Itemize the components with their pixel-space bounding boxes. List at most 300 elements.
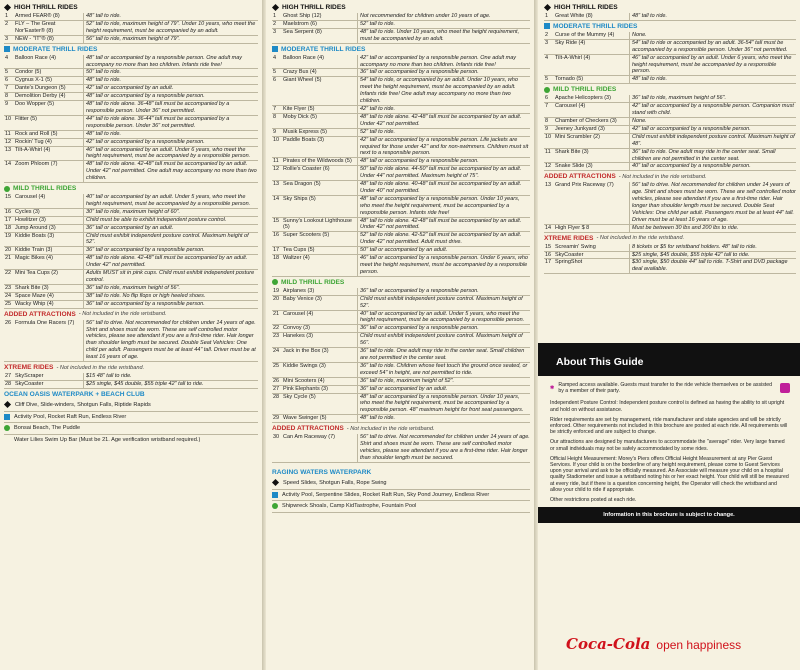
- square-icon: [272, 46, 278, 52]
- ride-row: [4, 320, 258, 362]
- ride-number: 5: [273, 69, 277, 76]
- ride-name: Dante's Dungeon (5): [15, 85, 66, 92]
- ride-row: [544, 134, 796, 149]
- ride-row: [4, 139, 258, 147]
- section-title: HIGH THRILL RIDES: [282, 4, 346, 11]
- ride-name: Magic Bikes (4): [15, 255, 53, 262]
- ride-requirement: 36" tall to ride, maximum height of 56".: [629, 95, 796, 102]
- ride-requirement: Adults MUST sit in pink cups. Child must exhibit independent posture control.: [83, 270, 258, 284]
- ride-name: Kiddie Boats (3): [15, 232, 55, 239]
- section-header-xtreme: [544, 235, 796, 242]
- ride-name: Mini Scrambler (2): [555, 133, 600, 140]
- ride-requirement: Must be between 30 lbs and 200 lbs to ride.: [629, 225, 796, 232]
- ride-requirement: 48" tall to ride alone. 42-48" tall must be accompanied by an adult. Under 42" not permitted.: [357, 114, 530, 128]
- ride-name: Giant Wheel (5): [283, 77, 322, 84]
- waterpark-attractions: Shipwreck Shoals, Camp KidTastrophe, Fountain Pool: [282, 503, 417, 510]
- posture-paragraph: Independent Posture Control: Independent posture control is defined as having the ability to sit upright and hold on without assistance.: [550, 400, 785, 413]
- ride-number: 7: [273, 105, 277, 112]
- ride-name: SpringShot: [555, 259, 583, 266]
- ride-requirement: 36" tall or accompanied by an adult.: [83, 225, 258, 232]
- waterpark-row: [4, 400, 258, 412]
- ride-row: [4, 131, 258, 139]
- ride-number: 13: [273, 181, 280, 188]
- ride-row: [544, 252, 796, 260]
- ride-row: [544, 40, 796, 55]
- ocean-note: [4, 435, 258, 446]
- ride-row: [272, 158, 530, 166]
- ride-requirement: 48" tall to ride.: [629, 13, 796, 20]
- ride-name: Pirates of the Wildwoods (5): [283, 158, 352, 165]
- ride-row: [272, 348, 530, 363]
- ride-requirement: 48" tall or accompanied by a responsible person. One adult may accompany no more than two children. Infants ride free!: [83, 55, 258, 69]
- ride-name: Tilt-A-Whirl (4): [15, 146, 51, 153]
- ride-list: [544, 13, 796, 21]
- ride-number: 9: [273, 128, 277, 135]
- ride-number: 17: [545, 259, 552, 266]
- ride-number: 1: [5, 13, 9, 19]
- ride-requirement: 8 tickets or $5 for wristband holders. 48" tall to ride.: [629, 244, 796, 251]
- ride-requirement: 48" tall or accompanied by a responsible person. Under 10 years, who meet the height requirement, must be accompanied by a responsible person. 48" maximum height for front seat passengers.: [357, 394, 530, 415]
- ride-name: Super Scooters (5): [283, 232, 330, 239]
- ride-requirement: 48" tall to ride alone. 40-48" tall must be accompanied by an adult. Under 40" not permitted.: [357, 181, 530, 195]
- ride-number: 10: [5, 115, 12, 122]
- ride-row: [4, 225, 258, 233]
- ride-row: [4, 381, 258, 389]
- ride-row: [4, 209, 258, 217]
- ride-name: Shark Bite (3): [15, 284, 49, 291]
- ride-name: Crazy Bus (4): [283, 69, 317, 76]
- ride-requirement: 48" tall or accompanied by a responsible person.: [83, 93, 258, 100]
- diamond-icon: [4, 4, 11, 11]
- section-header-added: [544, 173, 796, 180]
- section-note: - Not included in the ride wristband.: [346, 425, 435, 432]
- ride-row: [4, 301, 258, 309]
- average-rider-paragraph: Our attractions are designed by manufacturers to accommodate the "average" rider. Very large framed or small individuals may not be safely accommodated by some rides.: [550, 439, 785, 452]
- coke-tagline: open happiness: [656, 638, 742, 652]
- ride-requirement: 50" tall or accompanied by an adult.: [357, 247, 530, 254]
- ride-number: 4: [273, 54, 277, 61]
- ride-row: [272, 166, 530, 181]
- ride-number: 28: [5, 380, 12, 387]
- ride-name: Rockin' Tug (4): [15, 138, 52, 145]
- ride-number: 21: [5, 255, 12, 262]
- square-icon: [272, 492, 278, 498]
- ride-requirement: 56" tall to ride, maximum height of 79".: [83, 36, 258, 43]
- section-title: MILD THRILL RIDES: [553, 86, 617, 94]
- ride-requirement: 42" tall or accompanied by a responsible person.: [629, 126, 796, 133]
- ride-row: [544, 225, 796, 233]
- ride-number: 7: [5, 85, 9, 92]
- ride-row: [272, 114, 530, 129]
- ride-name: Mini Scooters (4): [283, 377, 325, 384]
- ride-name: Demolition Derby (4): [15, 93, 66, 100]
- ride-requirement: 56" tall to drive. Not recommended for children under 14 years of age. Shirt and shoes must be worn. These are self controlled motor vehicles, please see attendant if you are a first-time rider. Hair longer than shoulder length must be secured.: [357, 434, 530, 462]
- ride-number: 10: [273, 136, 280, 143]
- diamond-icon: [272, 4, 279, 11]
- ride-row: [4, 293, 258, 301]
- ride-requirement: 48" tall or accompanied by a responsible person. Under 10 years, who meet the height requirement, must be accompanied by a responsible person. Infants ride free!: [357, 196, 530, 217]
- section-title: HIGH THRILL RIDES: [554, 4, 618, 11]
- section-title: XTREME RIDES: [4, 364, 54, 372]
- diamond-icon: [4, 401, 11, 408]
- ride-requirement: Child must exhibit independent posture control. Maximum height of 48".: [629, 134, 796, 148]
- ride-row: [272, 311, 530, 326]
- ride-row: [272, 21, 530, 29]
- ride-number: 18: [273, 255, 280, 262]
- ride-requirement: 52" tall to ride, maximum height of 79". Under 10 years, who meet the height requirement, must be accompanied by an adult.: [83, 21, 258, 35]
- ride-row: [4, 255, 258, 270]
- section-title: MODERATE THRILL RIDES: [13, 45, 98, 53]
- ride-requirement: 48" tall to ride alone. 36-48" tall must be accompanied by a responsible person. Under 36" not permitted.: [83, 101, 258, 115]
- ride-list: [544, 32, 796, 84]
- ride-name: Wave Swinger (5): [283, 415, 327, 422]
- ride-requirement: 48" tall to ride. Under 10 years, who meet the height requirement, must be accompanied by an adult.: [357, 29, 530, 43]
- ride-row: [272, 232, 530, 247]
- ride-row: [544, 32, 796, 40]
- ride-number: 1: [273, 13, 277, 19]
- ride-number: 16: [545, 251, 552, 258]
- ride-number: 14: [545, 224, 552, 231]
- ride-row: [4, 285, 258, 293]
- waterpark-row: [272, 490, 530, 502]
- ride-name: Tea Cups (5): [283, 247, 315, 254]
- ride-row: [544, 244, 796, 252]
- ride-number: 9: [5, 101, 9, 108]
- section-title: XTREME RIDES: [544, 234, 594, 242]
- ride-requirement: 36" tall or accompanied by a responsible person.: [357, 325, 530, 332]
- ride-list: [272, 288, 530, 423]
- ride-list: [272, 13, 530, 44]
- ride-row: [544, 259, 796, 274]
- ride-name: SkyCoaster: [555, 251, 584, 258]
- coca-cola-logo: [566, 635, 741, 653]
- ride-name: Grand Prix Raceway (7): [555, 182, 614, 189]
- waterpark-attractions: Cliff Dive, Slide-winders, Shotgun Falls, Riptide Rapids: [15, 401, 151, 408]
- section-header-mild: [4, 185, 258, 192]
- section-header-added: [272, 425, 530, 432]
- circle-icon: [272, 503, 278, 509]
- ride-number: 6: [5, 77, 9, 84]
- ride-row: [272, 333, 530, 348]
- ride-name: Kite Flyer (5): [283, 105, 315, 112]
- ride-name: Chamber of Checkers (3): [555, 117, 617, 124]
- ride-row: [544, 103, 796, 118]
- section-title: MILD THRILL RIDES: [13, 185, 77, 193]
- square-icon: [544, 23, 550, 29]
- ride-name: FLY – The Great Nor'Easter® (8): [15, 20, 56, 34]
- ride-row: [272, 181, 530, 196]
- panel-middle: [266, 0, 534, 670]
- ride-name: Kiddie Swings (3): [283, 362, 326, 369]
- diamond-icon: [272, 479, 279, 486]
- ride-row: [272, 218, 530, 233]
- section-header-added: [4, 311, 258, 318]
- waterpark-row: [4, 423, 258, 435]
- ride-requirement: 36" tall or accompanied by a responsible person.: [357, 69, 530, 76]
- ride-name: Howlitzer (3): [15, 216, 46, 223]
- diamond-icon: [544, 4, 551, 11]
- ride-number: 27: [5, 373, 12, 380]
- section-header-ocean: [4, 391, 258, 398]
- ride-name: NEW - "IT"® (8): [15, 35, 54, 42]
- ride-row: [272, 55, 530, 70]
- section-title: HIGH THRILL RIDES: [14, 4, 78, 11]
- panel-left: [0, 0, 262, 670]
- ride-number: 5: [5, 69, 9, 76]
- ride-requirement: 52" tall to ride.: [357, 129, 530, 136]
- ride-name: Sky Ride (4): [555, 39, 586, 46]
- ride-number: 2: [545, 31, 549, 38]
- ride-requirement: 50" tall to ride.: [83, 69, 258, 76]
- ride-requirement: 36" tall to ride. One adult may ride in the center seat. Small children are not permitted in the center seat.: [357, 348, 530, 362]
- ride-row: [272, 255, 530, 277]
- ride-list: [4, 55, 258, 183]
- ride-name: Armed FEAR® (8): [15, 13, 60, 19]
- ride-number: 16: [5, 208, 12, 215]
- ride-row: [544, 118, 796, 126]
- ride-name: Sunny's Lookout Lighthouse (5): [283, 217, 352, 231]
- ride-number: 10: [545, 133, 552, 140]
- ride-list: [4, 373, 258, 389]
- waterpark-attractions: Bonsai Beach, The Puddle: [14, 425, 81, 432]
- ride-requirement: 42" tall or accompanied by an adult.: [83, 85, 258, 92]
- ride-requirement: 48" tall to ride.: [83, 131, 258, 138]
- ride-row: [4, 55, 258, 70]
- ride-requirement: 52" tall to ride.: [357, 21, 530, 28]
- ride-name: Rollie's Coaster (6): [283, 166, 330, 173]
- ride-name: Formula One Racers (7): [15, 319, 75, 326]
- section-title: ADDED ATTRACTIONS: [272, 425, 344, 433]
- ride-row: [272, 196, 530, 218]
- ride-number: 22: [273, 325, 280, 332]
- ride-name: Curse of the Mummy (4): [555, 31, 615, 38]
- section-header-high: [544, 4, 796, 11]
- ride-number: 16: [273, 232, 280, 239]
- ride-list: [544, 95, 796, 171]
- ride-requirement: 40" tall or accompanied by an adult. Under 5 years, who meet the height requirement, must be accompanied by a responsible person.: [83, 194, 258, 208]
- ride-requirement: 38" tall to ride. No flip flops or high heeled shoes.: [83, 293, 258, 300]
- ride-name: Jack in the Box (3): [283, 348, 329, 355]
- ride-name: Pink Elephants (3): [283, 385, 328, 392]
- accessible-text: Ramped access available. Guests must transfer to the ride vehicle themselves or be assisted by a member of their party.: [558, 382, 773, 395]
- section-header-moderate: [4, 46, 258, 53]
- ride-requirement: 46" tall or accompanied by a responsible person. Under 6 years, who meet the height requirement, must be accompanied by a responsible person.: [357, 255, 530, 276]
- ride-number: 15: [273, 217, 280, 224]
- waterpark-list: [272, 478, 530, 513]
- ride-requirement: 54" tall to ride or accompanied by an adult. 36-54" tall must be accompanied by a responsible person. Under 36" not permitted.: [629, 40, 796, 54]
- ride-number: 15: [5, 194, 12, 201]
- section-header-raging: [272, 469, 530, 476]
- ride-requirement: 42" tall or accompanied by a responsible person.: [83, 139, 258, 146]
- ride-number: 26: [273, 377, 280, 384]
- ride-name: Mini Tea Cups (2): [15, 270, 58, 277]
- ride-row: [272, 415, 530, 423]
- ride-requirement: 56" tall to drive. Not recommended for children under 14 years of age. Shirt and shoes must be worn. These are self controlled motor vehicles, please see attendant if you are a first-time rider. Hair longer than shoulder length must be secured. Double Seat Vehicles: One child per adult. Passengers must be at least 44" tall. Driver must be at least 16 years of age.: [83, 320, 258, 361]
- ride-name: Wacky Whip (4): [15, 300, 54, 307]
- ride-row: [4, 116, 258, 131]
- ride-row: [272, 434, 530, 463]
- ride-number: 3: [545, 39, 549, 46]
- section-header-xtreme: [4, 364, 258, 371]
- ride-requirement: Child must be able to exhibit independent posture control.: [83, 217, 258, 224]
- ride-name: Doo Wopper (5): [15, 101, 55, 108]
- ride-list: [272, 434, 530, 463]
- about-title: About This Guide: [538, 343, 800, 376]
- ride-number: 24: [5, 292, 12, 299]
- ride-requirement: 48" tall or accompanied by a responsible person.: [357, 158, 530, 165]
- ride-number: 3: [273, 28, 277, 35]
- ride-requirement: 52" tall to ride alone. 42-52" tall must be accompanied by an adult. Under 42" not permitted. Adult must drive.: [357, 232, 530, 246]
- ride-row: [4, 373, 258, 381]
- ride-number: 25: [5, 300, 12, 307]
- ride-name: High Flyer $ 8: [555, 224, 590, 231]
- waterpark-attractions: Speed Slides, Shotgun Falls, Rope Swing: [283, 479, 387, 486]
- ride-number: 19: [5, 232, 12, 239]
- ride-name: Convoy (3): [283, 325, 310, 332]
- section-header-mild: [272, 279, 530, 286]
- ride-requirement: $15 48" tall to ride.: [83, 373, 258, 380]
- ride-requirement: $25 single, $45 double, $55 triple 42" tall to ride.: [83, 381, 258, 388]
- ride-name: Carousel (4): [15, 194, 46, 201]
- ride-name: Jump Around (3): [15, 224, 56, 231]
- ride-list: [272, 55, 530, 277]
- ride-requirement: 36" tall or accompanied by a responsible person.: [357, 288, 530, 295]
- ride-number: 12: [273, 166, 280, 173]
- ride-number: 22: [5, 270, 12, 277]
- ride-number: 13: [5, 146, 12, 153]
- ride-row: [544, 13, 796, 21]
- ride-number: 30: [273, 434, 280, 441]
- ride-number: 11: [545, 148, 551, 155]
- ride-number: 5: [545, 76, 549, 83]
- waterpark-row: [4, 412, 258, 424]
- ride-requirement: 46" tall or accompanied by an adult. Under 6 years, who meet the height requirement, must be accompanied by a responsible person.: [629, 55, 796, 76]
- ride-row: [544, 149, 796, 164]
- wheelchair-icon: [780, 383, 790, 393]
- section-header-mild: [544, 86, 796, 93]
- ride-requirement: $30 single, $50 double 44" tall to ride. T-Shirt and DVD package deal available.: [629, 259, 796, 273]
- ride-row: [272, 137, 530, 159]
- waterpark-attractions: Activity Pool, Serpentine Slides, Rocket Raft Run, Sky Pond Journey, Endless River: [282, 491, 490, 498]
- about-body: [538, 376, 800, 523]
- waterpark-row: [272, 478, 530, 490]
- ride-row: [4, 85, 258, 93]
- ride-row: [544, 76, 796, 84]
- ride-name: Can Am Raceway (7): [283, 434, 335, 441]
- ride-name: Balloon Race (4): [283, 54, 324, 61]
- accessible-note: [550, 382, 790, 394]
- ride-requirement: 42" tall to ride.: [357, 106, 530, 113]
- ride-requirement: 36" tall to ride, maximum height of 56".: [83, 285, 258, 292]
- ride-number: 9: [545, 125, 549, 132]
- ride-row: [272, 106, 530, 114]
- ride-requirement: Not recommended for children under 10 years of age.: [357, 13, 530, 20]
- ride-name: Sea Serpent (8): [283, 28, 322, 35]
- section-note: - Not included in the ride wristband.: [618, 173, 707, 180]
- ride-row: [272, 288, 530, 296]
- ride-number: 21: [273, 310, 280, 317]
- ride-name: Sea Dragon (5): [283, 181, 321, 188]
- ride-number: 4: [545, 54, 549, 61]
- ride-list: [544, 182, 796, 232]
- ride-number: 17: [273, 247, 280, 254]
- ride-row: [544, 55, 796, 77]
- ride-name: Hanekes (3): [283, 333, 313, 340]
- ride-row: [272, 296, 530, 311]
- ride-row: [272, 378, 530, 386]
- ride-requirement: 56" tall to drive. Not recommended for children under 14 years of age. Shirt and shoes must be worn. These are self controlled motor vehicles, please see attendant if you are a first-time rider. Hair longer than shoulder length must be secured. Double Seat Vehicles: One child per adult. Passengers must be at least 44" tall. Driver must be at least 16 years of age.: [629, 182, 796, 223]
- section-header-moderate: [544, 23, 796, 30]
- ride-row: [544, 182, 796, 224]
- ride-row: [4, 13, 258, 21]
- ride-requirement: 36" tall or accompanied by a responsible person.: [83, 247, 258, 254]
- ride-row: [4, 217, 258, 225]
- change-notice: Information in this brochure is subject to change.: [538, 507, 800, 523]
- ride-number: 2: [273, 20, 277, 27]
- ride-row: [272, 247, 530, 255]
- other-restrictions: Other restrictions posted at each ride.: [550, 497, 637, 504]
- ride-name: Condor (5): [15, 69, 42, 76]
- ride-number: 19: [273, 287, 280, 294]
- ride-name: Tilt-A-Whirl (4): [555, 54, 591, 61]
- section-header-moderate: [272, 46, 530, 53]
- ride-requirement: 50" tall to ride alone. 44-50" tall must be accompanied by an adult. Under 44" not permitted. Maximum height of 75".: [357, 166, 530, 180]
- ride-number: 8: [5, 93, 9, 100]
- ride-number: 2: [5, 20, 9, 27]
- ride-name: Shark Bite (3): [555, 148, 589, 155]
- ride-row: [4, 194, 258, 209]
- ride-number: 6: [545, 95, 549, 102]
- ride-row: [4, 77, 258, 85]
- ride-number: 1: [545, 13, 549, 19]
- ride-row: [272, 394, 530, 416]
- section-note: - Not included in the ride wristband.: [78, 311, 167, 318]
- ride-requirement: 48" tall to ride alone. 42-48" tall must be accompanied by an adult. Under 42" not permitted.: [83, 255, 258, 269]
- ride-row: [544, 95, 796, 103]
- ride-requirement: Child must exhibit independent posture control. Maximum height of 52".: [83, 233, 258, 247]
- ride-requirement: 36" tall to ride. Children whose feet touch the ground once seated, or exceed 54" in height, are not permitted to ride.: [357, 363, 530, 377]
- ride-row: [4, 147, 258, 162]
- ride-row: [4, 247, 258, 255]
- section-header-high: [4, 4, 258, 11]
- ride-requirement: 54" tall to ride, or accompanied by an adult. Under 10 years, who meet the height requirement, must be accompanied by an adult. Infants ride free! One adult may accompany no more than two children.: [357, 77, 530, 105]
- circle-icon: [4, 186, 10, 192]
- ride-row: [272, 13, 530, 21]
- ride-requirement: None.: [629, 32, 796, 39]
- section-title: OCEAN OASIS WATERPARK + BEACH CLUB: [4, 390, 145, 398]
- ride-name: Kiddie Train (3): [15, 247, 53, 254]
- ride-name: Carousel (4): [283, 310, 314, 317]
- square-icon: [4, 46, 10, 52]
- ride-requirement: 48" tall to ride alone. 42-48" tall must be accompanied by an adult. Under 42" not permitted.: [357, 218, 530, 232]
- ride-requirement: 40" tall or accompanied by an adult. Under 5 years, who meet the height requirement, must be accompanied by a responsible person.: [357, 311, 530, 325]
- ride-number: 25: [273, 362, 280, 369]
- ride-number: 17: [5, 216, 12, 223]
- ride-row: [272, 29, 530, 44]
- ride-row: [4, 69, 258, 77]
- ride-requirement: 42" tall or accompanied by a responsible person. Life jackets are required for those under 42" and for non-swimmers. Children must sit next to a responsible person.: [357, 137, 530, 158]
- ride-row: [4, 101, 258, 116]
- ride-row: [272, 129, 530, 137]
- ride-name: Paddle Boats (3): [283, 136, 324, 143]
- ride-row: [4, 93, 258, 101]
- circle-icon: [544, 87, 550, 93]
- ride-name: Space Maze (4): [15, 292, 54, 299]
- ride-name: Balloon Race (4): [15, 54, 56, 61]
- ride-number: 28: [273, 393, 280, 400]
- panel-right: [538, 0, 800, 670]
- section-title: RAGING WATERS WATERPARK: [272, 468, 372, 476]
